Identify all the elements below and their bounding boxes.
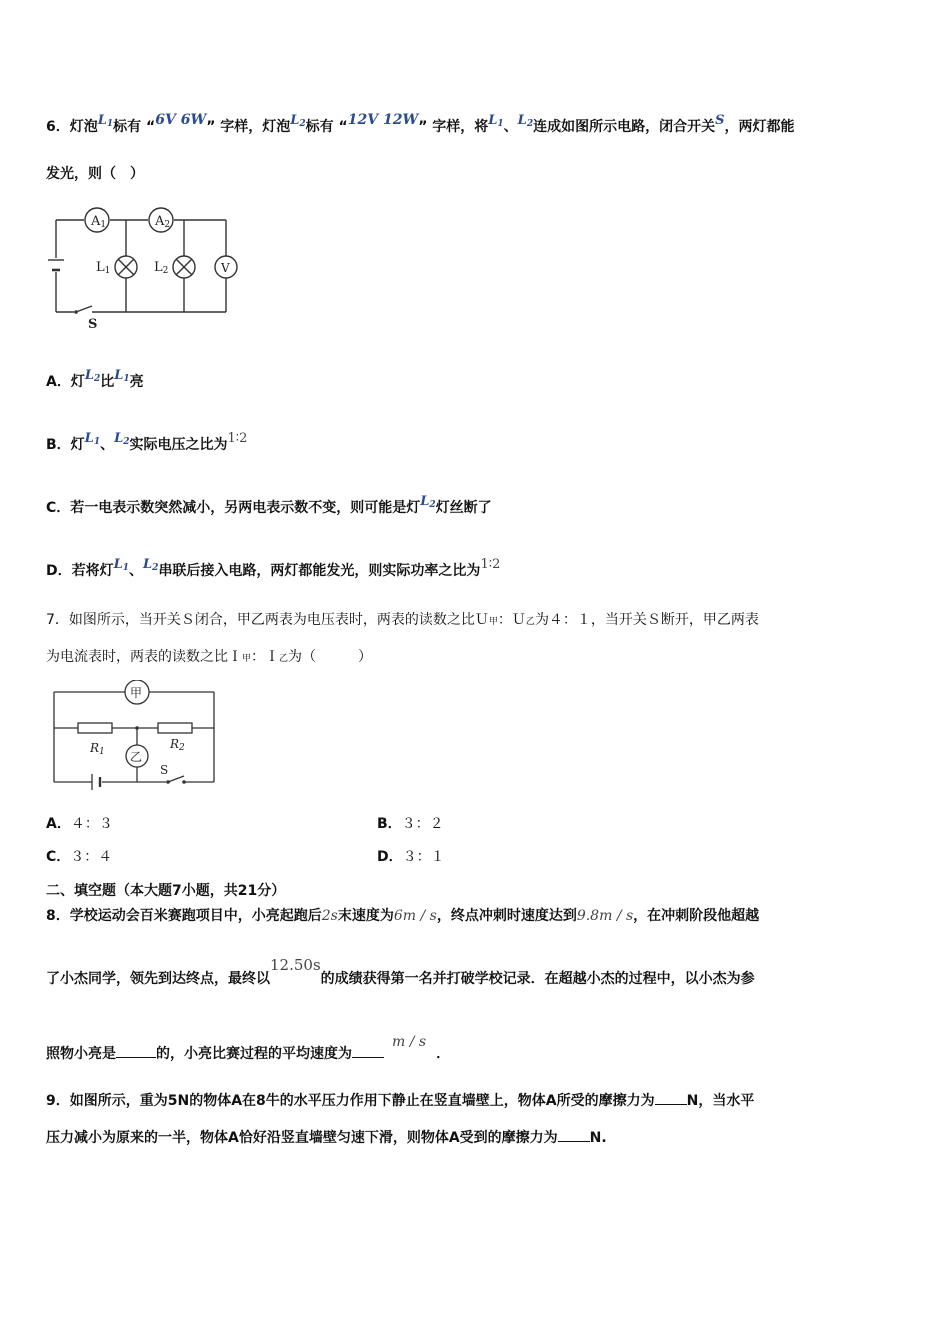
q6-option-c: C．若一电表示数突然减小，另两电表示数不变，则可能是灯$L_2$灯丝断了 <box>46 494 492 516</box>
q6-circuit-diagram <box>46 200 246 335</box>
L1-symbol: $L_1$ <box>97 113 114 129</box>
q9-line2: 压力减小为原来的一半，物体A恰好沿竖直墙壁匀速下滑，则物体A受到的摩擦力为 N. <box>46 1130 607 1146</box>
svg-text:S: S <box>160 763 169 777</box>
section-heading: 二、填空题（本大题7小题，共21分） <box>46 883 286 899</box>
svg-text:R1: R1 <box>90 741 105 757</box>
q6-line2: 发光，则（ ） <box>46 166 144 182</box>
svg-text:L2: L2 <box>154 260 169 276</box>
q6-option-b: B．灯$L_1$、$L_2$实际电压之比为1∶2 <box>46 431 248 453</box>
q7-option-b: B．３：２ <box>377 816 444 832</box>
svg-text:甲: 甲 <box>130 686 143 700</box>
q6-option-d: D．若将灯$L_1$、$L_2$串联后接入电路，两灯都能发光，则实际功率之比为1∶2 <box>46 557 501 579</box>
q7-circuit-diagram <box>48 680 223 790</box>
svg-text:R2: R2 <box>170 737 185 753</box>
q8-blank-2[interactable] <box>352 1045 384 1058</box>
q7-line2: 为电流表时，两表的读数之比Ｉ甲：Ｉ乙为（ ） <box>46 649 373 665</box>
q7-option-d: D．３：１ <box>377 849 445 865</box>
svg-text:A1: A1 <box>91 214 107 230</box>
q6-line1: 6．灯泡$L_1$标有 “6V 6W” 字样，灯泡$L_2$标有 “12V 12W” 字样，将$L_1$、$L_2$连成如图所示电路，闭合开关S，两灯都能 <box>46 112 795 135</box>
q7-line1: 7．如图所示，当开关Ｓ闭合，甲乙两表为电压表时，两表的读数之比Ｕ甲：Ｕ乙为４：１，当开关Ｓ断开，甲乙两表 <box>46 612 759 628</box>
svg-text:L1: L1 <box>96 260 111 276</box>
q8-blank-1[interactable] <box>116 1045 156 1058</box>
svg-text:A2: A2 <box>155 214 171 230</box>
q9-blank-1[interactable] <box>655 1092 687 1105</box>
spec1: 6V 6W <box>155 112 207 128</box>
q9-blank-2[interactable] <box>558 1129 590 1142</box>
q8-line2: 了小杰同学，领先到达终点，最终以12.50s的成绩获得第一名并打破学校记录．在超越小杰的过程中，以小杰为参 <box>46 956 755 987</box>
svg-text:S: S <box>88 317 98 332</box>
L2-symbol: $L_2$ <box>290 113 306 129</box>
q7-option-a: A．４：３ <box>46 816 113 832</box>
spec2: 12V 12W <box>347 112 419 128</box>
q8-line1: 8．学校运动会百米赛跑项目中，小亮起跑后2s末速度为6m / s，终点冲刺时速度达到9.8m / s，在冲刺阶段他超越 <box>46 908 760 924</box>
q7-option-c: C．３：４ <box>46 849 113 865</box>
svg-text:乙: 乙 <box>130 750 143 764</box>
svg-text:V: V <box>221 261 230 275</box>
q6-option-a: A．灯$L_2$比$L_1$亮 <box>46 368 144 390</box>
q8-line3: 照物小亮是 的，小亮比赛过程的平均速度为m / s． <box>46 1034 451 1062</box>
q9-line1: 9．如图所示，重为5N的物体A在8牛的水平压力作用下静止在竖直墙壁上，物体A所受的摩擦力为 N，当水平 <box>46 1093 755 1109</box>
